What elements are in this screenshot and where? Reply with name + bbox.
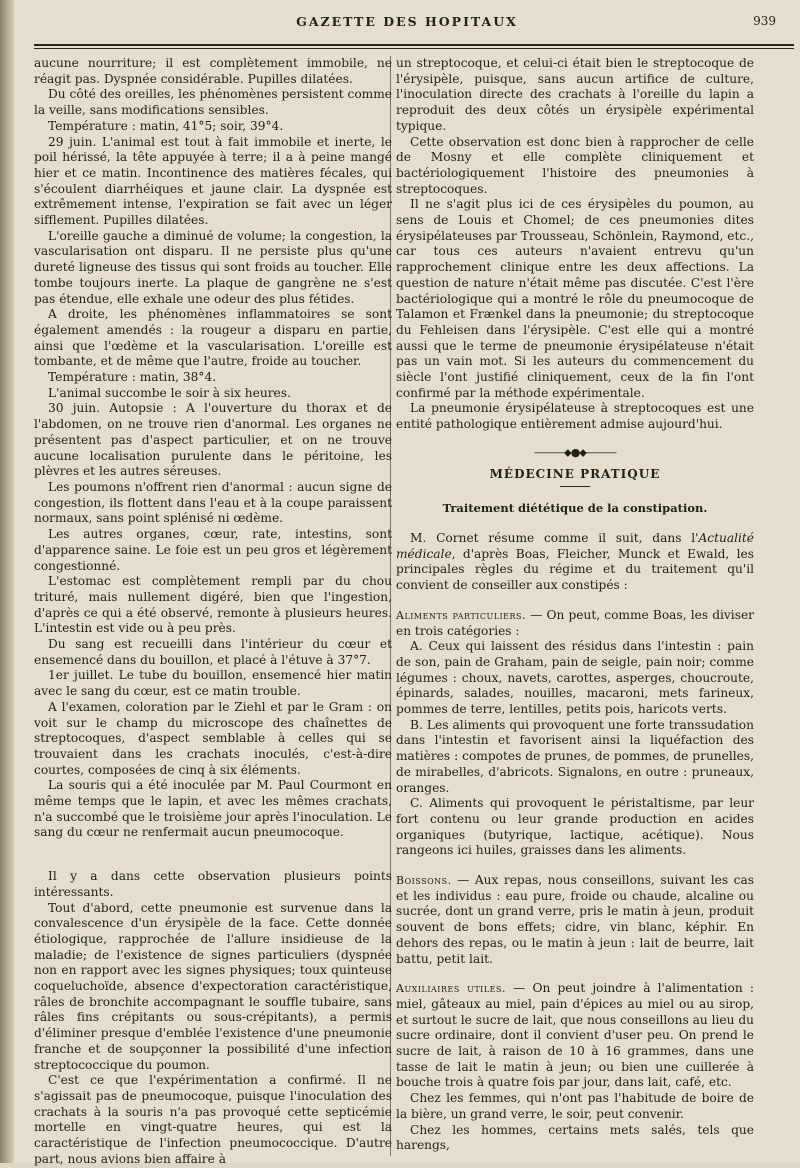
paragraph: La pneumonie érysipélateuse à streptocoques est une entité pathologique entièrement admise aujourd'hui. xyxy=(396,401,754,432)
article-title: Traitement diététique de la constipation. xyxy=(442,501,708,516)
subsection-heading: Aliments particuliers. xyxy=(396,608,527,622)
list-item: B. Les aliments qui provoquent une forte transsudation dans l'intestin et favorisent ainsi la liquéfaction des matières : compotes de prunes, de pommes, de prunelles, de mirabelles, d'abricots. Signalons, en outre : pruneaux, oranges. xyxy=(396,717,754,795)
paragraph: Il ne s'agit plus ici de ces érysipèles du poumon, au sens de Louis et Chomel; de ces pneumonies dites érysipélateuses par Trousseau, Schönlein, Raymond, etc., car tous ces auteurs n'avaient entrevu qu'un rapprochement clinique entre les deux affections. La question de nature n'était même pas discutée. C'est l'ère bactériologique qui a montré le rôle du pneumocoque de Talamon et Frænkel dans la pneumonie; du streptocoque du Fehleisen dans l'érysipèle. C'est elle qui a montré aussi que le terme de pneumonie érysipélateuse n'était pas un vain mot. Si les auteurs du commencement du siècle l'ont justifié cliniquement, ceux de la fin l'ont confirmé par la méthode expérimentale. xyxy=(396,197,754,400)
list-item: C. Aliments qui provoquent le péristaltisme, par leur fort contenu ou leur grande production en acides organiques (butyrique, lactique, acétique). Nous rangeons ici huiles, graisses dans les aliments. xyxy=(396,796,754,858)
paragraph: Chez les hommes, certains mets salés, tels que harengs, xyxy=(396,1122,754,1153)
paragraph: Les autres organes, cœur, rate, intestins, sont d'apparence saine. Le foie est un peu gros et légèrement congestionné. xyxy=(34,527,392,573)
auxiliaires-paragraph: Auxiliaires utiles. — On peut joindre à l'alimentation : miel, gâteaux au miel, pain d'épices au miel ou au sirop, et surtout le sucre de lait, que nous conseillons au lieu du sucre ordinaire, dont il convient d'user peu. On prend le sucre de lait, à raison de 10 à 16 grammes, dans une tasse de lait le matin à jeun; ou bien une cuillerée à bouche trois à quatre fois par jour, dans lait, café, etc. xyxy=(396,981,754,1090)
section-title: MÉDECINE PRATIQUE xyxy=(489,466,661,481)
intro-paragraph: M. Cornet résume comme il suit, dans l'Actualité médicale, d'après Boas, Fleicher, Munck et Ewald, les principales règles du régime et du traitement qu'il convient de conseiller aux constipés : xyxy=(396,530,754,593)
journal-title: GAZETTE DES HOPITAUX xyxy=(296,14,518,29)
paragraph: L'animal succombe le soir à six heures. xyxy=(48,385,291,400)
paragraph: un streptocoque, et celui-ci était bien le streptocoque de l'érysipèle, puisque, sans aucun artifice de culture, l'inoculation directe des crachats à l'oreille du lapin a reproduit des deux côtés un érysipèle expérimental typique. xyxy=(396,56,754,133)
section-gap xyxy=(34,841,392,869)
paragraph: L'estomac est complètement rempli par du chou trituré, mais nullement digéré, bien que l'ingestion, d'après ce qui a été observé, remonte à plusieurs heures. L'intestin est vide ou à peu près. xyxy=(34,574,392,636)
boissons-paragraph: Boissons. — Aux repas, nous conseillons, suivant les cas et les individus : eau pure, froide ou chaude, alcaline ou sucrée, dont un grand verre, pris le matin à jeun, produit souvent de bons effets; cidre, vin blanc, képhir. En dehors des repas, ou le matin à jeun : lait de beurre, lait battu, petit lait. xyxy=(396,873,754,966)
paragraph: Tout d'abord, cette pneumonie est survenue dans la convalescence d'un érysipèle de la face. Cette donnée étiologique, rapprochée de l'allure insidieuse de la maladie; de l'existence de signes particuliers (dyspnée non en rapport avec les signes physiques; toux quinteuse coqueluchoïde, absence d'expectoration caractéristique, râles de bronchite accompagnant le souffle tubaire, sans râles fins crépitants ou sous-crépitants), a permis d'éliminer presque d'emblée l'existence d'une pneumonie franche et de soupçonner la possibilité d'une infection streptococcique du poumon. xyxy=(34,900,392,1072)
section-rule xyxy=(560,486,590,487)
paragraph: A droite, les phénomènes inflammatoires se sont également amendés : la rougeur a disparu en partie, ainsi que l'œdème et la vascularisation. L'oreille est tombante, et de même que l'autre, froide au toucher. xyxy=(34,307,392,369)
paragraph: La souris qui a été inoculée par M. Paul Courmont en même temps que le lapin, et avec les mêmes crachats, n'a succombé que le troisième jour après l'inoculation. Le sang du cœur ne renfermait aucun pneumocoque. xyxy=(34,778,392,840)
section-gap xyxy=(396,859,754,873)
paragraph: aucune nourriture; il est complètement immobile, ne réagit pas. Dyspnée considérable. Pupilles dilatées. xyxy=(34,56,392,86)
left-column xyxy=(34,56,392,1168)
section-ornament: ———⬥●⬥——— xyxy=(534,445,616,459)
paragraph: C'est ce que l'expérimentation a confirmé. Il ne s'agissait pas de pneumocoque, puisque l'inoculation des crachats à la souris n'a pas provoqué cette septicémie mortelle en vingt-quatre heures, qui est la caractéristique de l'infection pneumococcique. D'autre part, nous avions bien affaire à xyxy=(34,1073,392,1166)
paragraph: Du côté des oreilles, les phénomènes persistent comme la veille, sans modifications sensibles. xyxy=(34,87,392,118)
paragraph: 29 juin. L'animal est tout à fait immobile et inerte, le poil hérissé, la tête appuyée à terre; il a à peine mangé hier et ce matin. Incontinence des matières fécales, qui s'écoulent diarrhéiques et jaune clair. La dyspnée est extrêmement intense, l'expiration se fait avec un léger sifflement. Pupilles dilatées. xyxy=(34,134,392,228)
paragraph: Chez les femmes, qui n'ont pas l'habitude de boire de la bière, un grand verre, le soir, peut convenir. xyxy=(396,1091,754,1121)
paragraph: L'oreille gauche a diminué de volume; la congestion, la vascularisation ont disparu. Il ne persiste plus qu'une dureté ligneuse des tissus qui sont froids au toucher. Elle tombe toujours inerte. La plaque de gangrène ne s'est pas étendue, elle exhale une odeur des plus fétides. xyxy=(34,228,392,306)
paragraph: Du sang est recueilli dans l'intérieur du cœur et ensemencé dans du bouillon, et placé à l'étuve à 37°7. xyxy=(34,637,392,667)
paragraph: Température : matin, 38°4. xyxy=(48,370,217,385)
newspaper-page xyxy=(14,0,800,1166)
paragraph: A l'examen, coloration par le Ziehl et par le Gram : on voit sur le champ du microscope des chaînettes de streptocoques, d'aspect semblable à celles qui se trouvaient dans les crachats inoculés, c'est-à-dire courtes, composées de cinq à six éléments. xyxy=(34,699,392,777)
paragraph: Les poumons n'offrent rien d'anormal : aucun signe de congestion, ils flottent dans l'eau et à la coupe paraissent normaux, sans point splénisé ni œdème. xyxy=(34,479,392,526)
page-number: 939 xyxy=(753,14,776,28)
page-binding-edge xyxy=(0,0,14,1163)
header-rule-thick xyxy=(34,44,794,46)
paragraph: 1er juillet. Le tube du bouillon, ensemencé hier matin avec le sang du cœur, est ce matin trouble. xyxy=(34,668,392,699)
paragraph: 30 juin. Autopsie : A l'ouverture du thorax et de l'abdomen, on ne trouve rien d'anormal. Les organes ne présentent pas d'aspect particulier, et on ne trouve aucune localisation purulente dans le péritoine, les plèvres et les autres séreuses. xyxy=(34,401,392,479)
paragraph: Il y a dans cette observation plusieurs points intéressants. xyxy=(34,869,392,899)
list-item: A. Ceux qui laissent des résidus dans l'intestin : pain de son, pain de Graham, pain de seigle, pain noir; comme légumes : choux, navets, carottes, asperges, choucroute, épinards, salades, nouilles, macaroni, mets farineux, pommes de terre, lentilles, petits pois, haricots verts. xyxy=(396,639,754,717)
section-gap xyxy=(396,967,754,981)
right-column xyxy=(396,56,754,1154)
paragraph: Cette observation est donc bien à rapprocher de celle de Mosny et elle complète cliniquement et bactériologiquement l'histoire des pneumonies à streptocoques. xyxy=(396,134,754,196)
subsection-heading: Boissons. xyxy=(396,874,452,888)
running-head xyxy=(14,14,800,34)
aliments-paragraph: Aliments particuliers. — On peut, comme Boas, les diviser en trois catégories : xyxy=(396,607,754,638)
paragraph: Température : matin, 41°5; soir, 39°4. xyxy=(48,118,284,133)
subsection-heading: Auxiliaires utiles. xyxy=(396,982,506,996)
journal-name: Actualité médicale xyxy=(396,530,754,561)
section-gap xyxy=(396,594,754,608)
header-rule-thin xyxy=(34,48,794,49)
